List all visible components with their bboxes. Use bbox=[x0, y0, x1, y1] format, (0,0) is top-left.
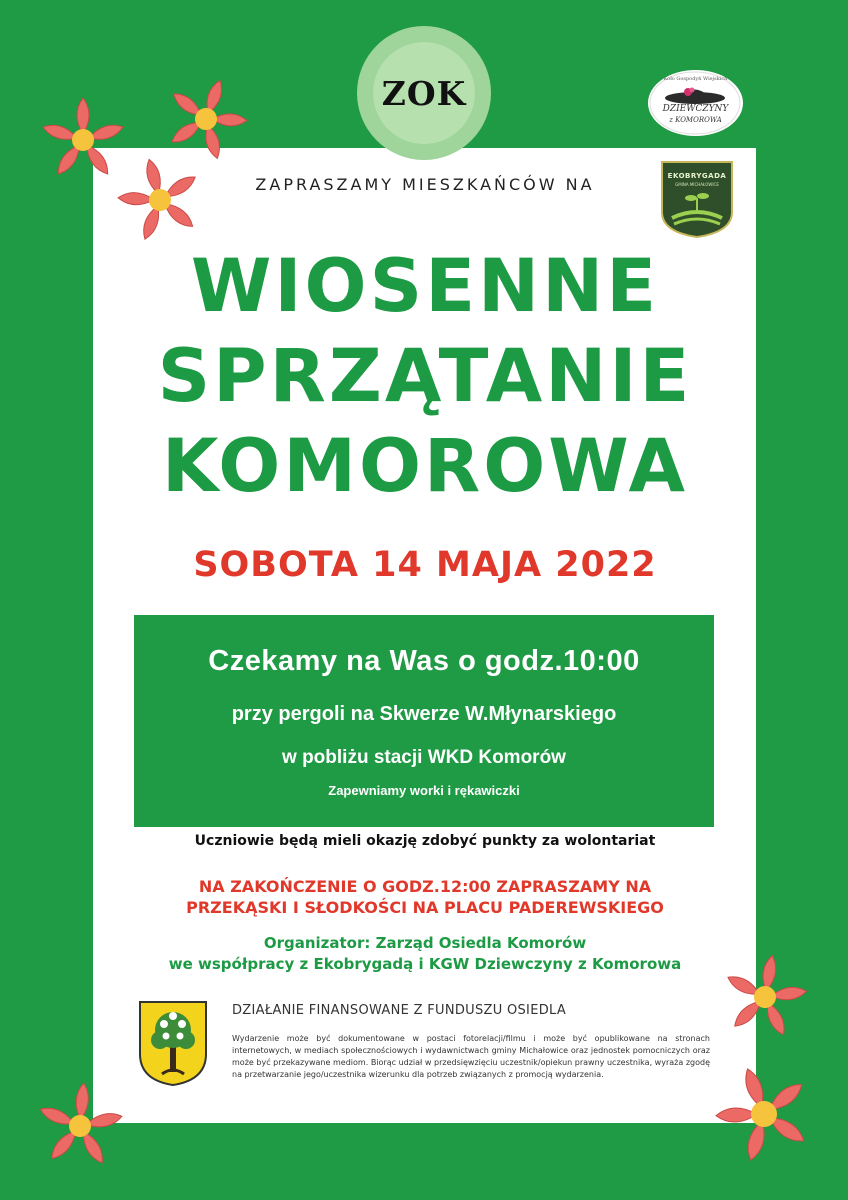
flower-icon bbox=[34, 1080, 126, 1172]
kgw-name-line1: DZIEWCZYNY bbox=[662, 104, 729, 114]
zok-logo-text: ZOK bbox=[381, 73, 467, 113]
info-supplies: Zapewniamy worki i rękawiczki bbox=[328, 783, 520, 798]
ending-line1: NA ZAKOŃCZENIE O GODZ.12:00 ZAPRASZAMY NA bbox=[198, 877, 652, 896]
organizer-line2: we współpracy z Ekobrygadą i KGW Dziewczyny z Komorowa bbox=[168, 955, 682, 973]
flower-icon bbox=[162, 75, 250, 163]
funded-label: DZIAŁANIE FINANSOWANE Z FUNDUSZU OSIEDLA bbox=[232, 1003, 567, 1018]
disclaimer-text: Wydarzenie może być dokumentowane w postaci fotorelacji/filmu i może być opublikowane na stronach internetowych, w mediach społecznościowych i wydawnictwach gminy Michałowice oraz jednostek pomocniczych oraz może być przekazywane mediom. Biorąc udział w przedsięwzięciu uczestnik/opiekun prawny uczestnika, wyraża zgodę na przetwarzanie jego/uczestnika wizerunku dla potrzeb związanych z promocją wydarzenia. bbox=[232, 1034, 710, 1079]
info-station: w pobliżu stacji WKD Komorów bbox=[282, 747, 566, 768]
event-date: SOBOTA 14 MAJA 2022 bbox=[193, 545, 657, 585]
kgw-top-text: Koło Gospodyń Wiejskich bbox=[663, 76, 728, 82]
ekobrygada-logo bbox=[660, 160, 734, 238]
students-note: Uczniowie będą mieli okazję zdobyć punkty za wolontariat bbox=[194, 833, 656, 849]
tree-crest-icon bbox=[138, 1000, 208, 1086]
flower-icon bbox=[115, 155, 205, 245]
kgw-logo bbox=[648, 70, 743, 136]
zok-logo-inner bbox=[373, 42, 475, 144]
invite-text: ZAPRASZAMY MIESZKAŃCÓW NA bbox=[255, 175, 595, 194]
info-time: Czekamy na Was o godz.10:00 bbox=[208, 645, 640, 677]
kgw-name-line2: z KOMOROWA bbox=[669, 116, 722, 124]
zok-logo bbox=[357, 26, 491, 160]
title-line1: WIOSENNE bbox=[190, 244, 660, 329]
info-box bbox=[134, 615, 714, 827]
title-line2: SPRZĄTANIE bbox=[157, 334, 693, 419]
ekobrygada-title: EKOBRYGADA bbox=[667, 172, 727, 180]
title-line3: KOMOROWA bbox=[161, 424, 689, 509]
organizer-line1: Organizator: Zarząd Osiedla Komorów bbox=[263, 934, 587, 952]
flower-icon bbox=[720, 952, 810, 1042]
info-location: przy pergoli na Skwerze W.Młynarskiego bbox=[231, 703, 617, 725]
ekobrygada-subtitle: GMINA MICHAŁOWICE bbox=[675, 182, 719, 187]
ending-line2: PRZEKĄSKI I SŁODKOŚCI NA PLACU PADEREWSKIEGO bbox=[186, 898, 664, 917]
flower-icon bbox=[712, 1062, 816, 1166]
